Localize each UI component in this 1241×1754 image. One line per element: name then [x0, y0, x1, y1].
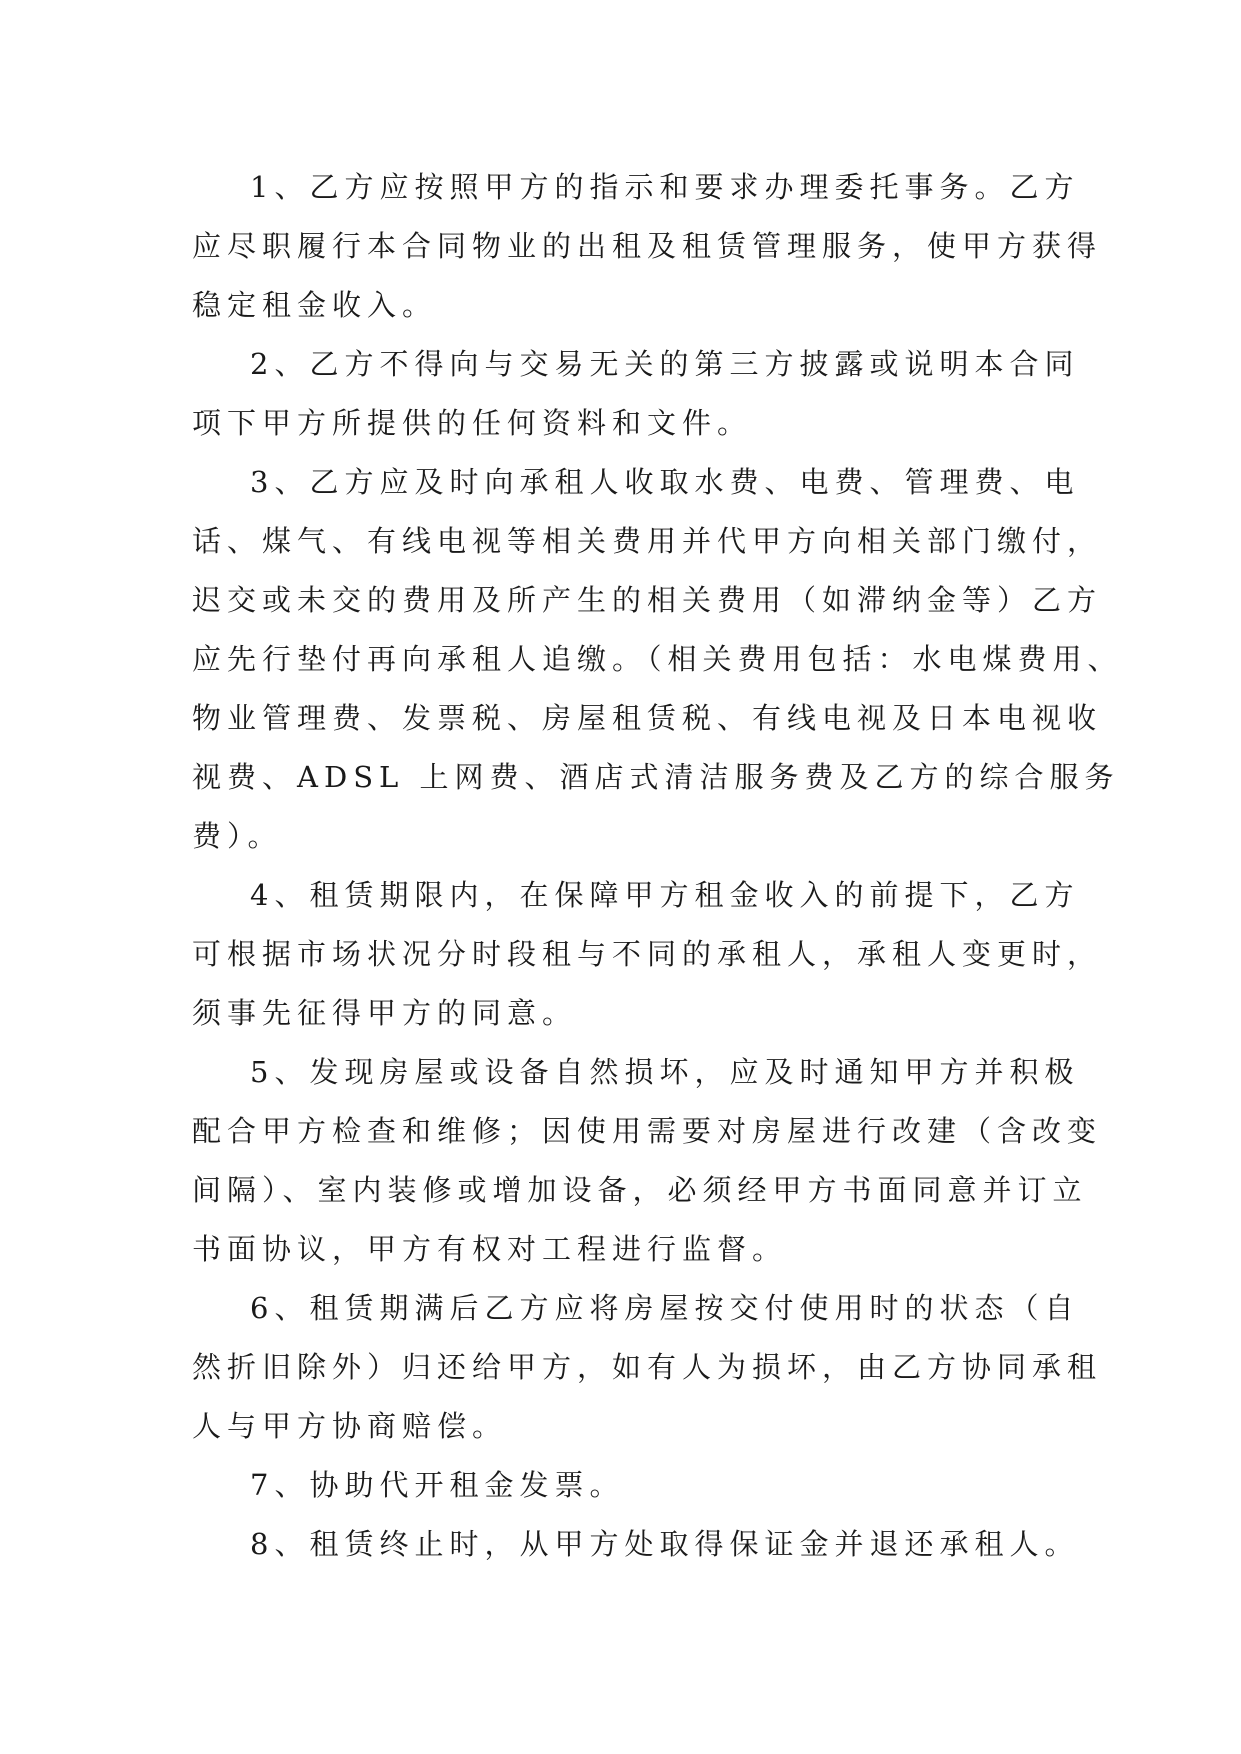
- paragraph-8: [192, 1515, 1080, 1574]
- paragraph-line: 4、租赁期限内，在保障甲方租金收入的前提下，乙方: [250, 878, 1080, 912]
- paragraph-line: 书面协议，甲方有权对工程进行监督。: [192, 1232, 788, 1266]
- paragraph-line: 1、乙方应按照甲方的指示和要求办理委托事务。乙方: [250, 170, 1080, 204]
- paragraph-7: [192, 1456, 1052, 1515]
- paragraph-line: 2、乙方不得向与交易无关的第三方披露或说明本合同: [250, 347, 1080, 381]
- paragraph-line: 应先行垫付再向承租人追缴。（相关费用包括：水电煤费用、: [192, 642, 1123, 676]
- paragraph-line: 可根据市场状况分时段租与不同的承租人，承租人变更时，: [192, 937, 1103, 971]
- paragraph-line: 间隔）、室内装修或增加设备，必须经甲方书面同意并订立: [192, 1173, 1088, 1207]
- paragraph-line: 视费、ADSL 上网费、酒店式清洁服务费及乙方的综合服务: [192, 760, 1120, 794]
- paragraph-line: 须事先征得甲方的同意。: [192, 996, 578, 1030]
- paragraph-line: 话、煤气、有线电视等相关费用并代甲方向相关部门缴付，: [192, 524, 1103, 558]
- paragraph-4: [192, 866, 1103, 1043]
- paragraph-line: 然折旧除外）归还给甲方，如有人为损坏，由乙方协同承租: [192, 1350, 1103, 1384]
- paragraph-line: 费）。: [192, 819, 283, 853]
- paragraph-6: [192, 1279, 1103, 1456]
- paragraph-line: 7、协助代开租金发票。: [250, 1468, 625, 1502]
- paragraph-1: [192, 158, 1103, 335]
- paragraph-line: 人与甲方协商赔偿。: [192, 1409, 508, 1443]
- paragraph-line: 8、租赁终止时，从甲方处取得保证金并退还承租人。: [250, 1527, 1080, 1561]
- paragraph-line: 6、租赁期满后乙方应将房屋按交付使用时的状态（自: [250, 1291, 1080, 1325]
- paragraph-5: [192, 1043, 1103, 1279]
- paragraph-2: [192, 335, 1080, 453]
- paragraph-line: 应尽职履行本合同物业的出租及租赁管理服务，使甲方获得: [192, 229, 1103, 263]
- paragraph-line: 5、发现房屋或设备自然损坏，应及时通知甲方并积极: [250, 1055, 1080, 1089]
- paragraph-line: 稳定租金收入。: [192, 288, 438, 322]
- paragraph-line: 迟交或未交的费用及所产生的相关费用（如滞纳金等）乙方: [192, 583, 1103, 617]
- document-body: [192, 158, 1123, 1574]
- paragraph-line: 项下甲方所提供的任何资料和文件。: [192, 406, 753, 440]
- paragraph-line: 配合甲方检查和维修；因使用需要对房屋进行改建（含改变: [192, 1114, 1103, 1148]
- paragraph-line: 物业管理费、发票税、房屋租赁税、有线电视及日本电视收: [192, 701, 1103, 735]
- paragraph-line: 3、乙方应及时向承租人收取水费、电费、管理费、电: [250, 465, 1080, 499]
- paragraph-3: [192, 453, 1123, 866]
